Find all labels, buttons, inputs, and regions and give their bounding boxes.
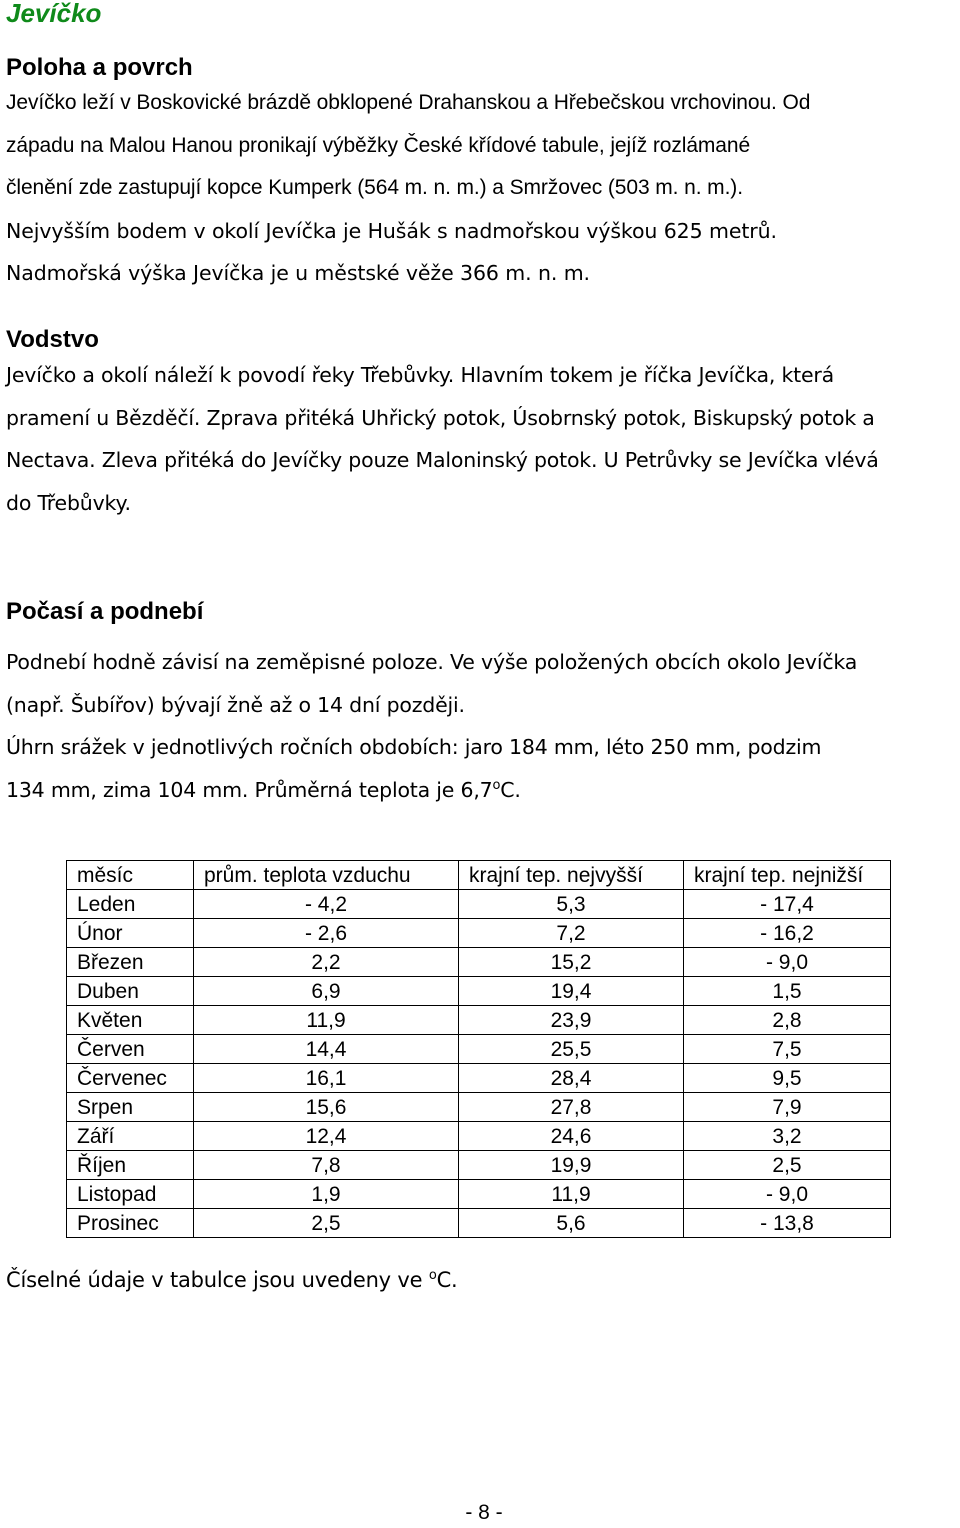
value-cell: - 13,8: [684, 1209, 891, 1238]
page-title: Jevíčko: [6, 0, 102, 28]
text-line: Nectava. Zleva přitéká do Jevíčky pouze Maloninský potok. U Petrůvky se Jevíčka vlévá: [6, 448, 879, 472]
month-cell: Květen: [67, 1006, 194, 1035]
value-cell: 15,2: [459, 948, 684, 977]
table-row: [67, 1209, 891, 1238]
value-cell: 5,3: [459, 890, 684, 919]
text-fragment: 134 mm, zima 104 mm. Průměrná teplota je 6,7: [6, 777, 493, 802]
page-number: - 8 -: [465, 1501, 503, 1524]
paragraph-poloha: [6, 82, 956, 295]
paragraph-pocasi-1: [6, 641, 956, 726]
value-cell: - 9,0: [684, 948, 891, 977]
table-header-cell: krajní tep. nejnižší: [684, 861, 891, 890]
text-line: Nadmořská výška Jevíčka je u městské věže 366 m. n. m.: [6, 261, 590, 285]
value-cell: 14,4: [194, 1035, 459, 1064]
table-row: [67, 1180, 891, 1209]
paragraph-vodstvo: [6, 354, 956, 524]
table-row: [67, 890, 891, 919]
value-cell: 25,5: [459, 1035, 684, 1064]
text-line: Nejvyšším bodem v okolí Jevíčka je Hušák s nadmořskou výškou 625 metrů.: [6, 218, 777, 243]
value-cell: 19,9: [459, 1151, 684, 1180]
value-cell: 9,5: [684, 1064, 891, 1093]
value-cell: 7,8: [194, 1151, 459, 1180]
table-header-cell: krajní tep. nejvyšší: [459, 861, 684, 890]
section-heading-vodstvo: Vodstvo: [6, 326, 99, 353]
month-cell: Červenec: [67, 1064, 194, 1093]
text-line: Úhrn srážek v jednotlivých ročních obdobích: jaro 184 mm, léto 250 mm, podzim: [6, 735, 822, 759]
text-line: Jevíčko leží v Boskovické brázdě obklopené Drahanskou a Hřebečskou vrchovinou. Od: [6, 91, 811, 114]
value-cell: - 9,0: [684, 1180, 891, 1209]
value-cell: 12,4: [194, 1122, 459, 1151]
value-cell: 7,2: [459, 919, 684, 948]
month-cell: Duben: [67, 977, 194, 1006]
value-cell: 2,2: [194, 948, 459, 977]
month-cell: Říjen: [67, 1151, 194, 1180]
table-row: [67, 1064, 891, 1093]
value-cell: 16,1: [194, 1064, 459, 1093]
value-cell: 2,5: [684, 1151, 891, 1180]
text-line: Podnebí hodně závisí na zeměpisné poloze. Ve výše položených obcích okolo Jevíčka: [6, 650, 858, 674]
table-header-cell: prům. teplota vzduchu: [194, 861, 459, 890]
section-heading-poloha: Poloha a povrch: [6, 54, 193, 81]
table-header-row: [67, 861, 891, 890]
value-cell: 7,9: [684, 1093, 891, 1122]
value-cell: - 16,2: [684, 919, 891, 948]
text-line: členění zde zastupují kopce Kumperk (564 m. n. m.) a Smržovec (503 m. n. m.).: [6, 176, 743, 199]
value-cell: 11,9: [194, 1006, 459, 1035]
value-cell: 1,9: [194, 1180, 459, 1209]
text-fragment: Číselné údaje v tabulce jsou uvedeny ve: [6, 1268, 429, 1292]
table-row: [67, 948, 891, 977]
month-cell: Srpen: [67, 1093, 194, 1122]
text-line: (např. Šubířov) bývají žně až o 14 dní později.: [6, 692, 465, 717]
value-cell: 5,6: [459, 1209, 684, 1238]
value-cell: 28,4: [459, 1064, 684, 1093]
value-cell: 24,6: [459, 1122, 684, 1151]
section-heading-pocasi: Počasí a podnebí: [6, 598, 204, 625]
table-row: [67, 1151, 891, 1180]
value-cell: 3,2: [684, 1122, 891, 1151]
table-header-cell: měsíc: [67, 861, 194, 890]
table-row: [67, 977, 891, 1006]
table-row: [67, 919, 891, 948]
text-line: západu na Malou Hanou pronikají výběžky České křídové tabule, jejíž rozlámané: [6, 133, 751, 157]
value-cell: 2,8: [684, 1006, 891, 1035]
month-cell: Červen: [67, 1035, 194, 1064]
climate-table-wrapper: [66, 860, 891, 1238]
value-cell: - 4,2: [194, 890, 459, 919]
value-cell: - 2,6: [194, 919, 459, 948]
text-line: do Třebůvky.: [6, 490, 131, 515]
value-cell: 11,9: [459, 1180, 684, 1209]
month-cell: Prosinec: [67, 1209, 194, 1238]
degree-superscript: o: [428, 1268, 437, 1283]
value-cell: 23,9: [459, 1006, 684, 1035]
table-row: [67, 1006, 891, 1035]
value-cell: 2,5: [194, 1209, 459, 1238]
table-row: [67, 1035, 891, 1064]
value-cell: 19,4: [459, 977, 684, 1006]
text-fragment: C.: [436, 1268, 458, 1292]
value-cell: 1,5: [684, 977, 891, 1006]
climate-table: [66, 860, 891, 1238]
table-note: [6, 1264, 458, 1296]
month-cell: Leden: [67, 890, 194, 919]
value-cell: 15,6: [194, 1093, 459, 1122]
month-cell: Září: [67, 1122, 194, 1151]
value-cell: 27,8: [459, 1093, 684, 1122]
value-cell: - 17,4: [684, 890, 891, 919]
month-cell: Listopad: [67, 1180, 194, 1209]
value-cell: 7,5: [684, 1035, 891, 1064]
value-cell: 6,9: [194, 977, 459, 1006]
table-row: [67, 1093, 891, 1122]
text-line-with-superscript: [6, 769, 956, 812]
text-line: Jevíčko a okolí náleží k povodí řeky Třebůvky. Hlavním tokem je říčka Jevíčka, která: [6, 363, 835, 387]
paragraph-pocasi-2: [6, 726, 956, 811]
month-cell: Březen: [67, 948, 194, 977]
text-line: pramení u Bězděčí. Zprava přitéká Uhřický potok, Úsobrnský potok, Biskupský potok a: [6, 405, 875, 430]
text-fragment: C.: [500, 777, 521, 802]
table-row: [67, 1122, 891, 1151]
degree-superscript: o: [492, 777, 501, 793]
month-cell: Únor: [67, 919, 194, 948]
